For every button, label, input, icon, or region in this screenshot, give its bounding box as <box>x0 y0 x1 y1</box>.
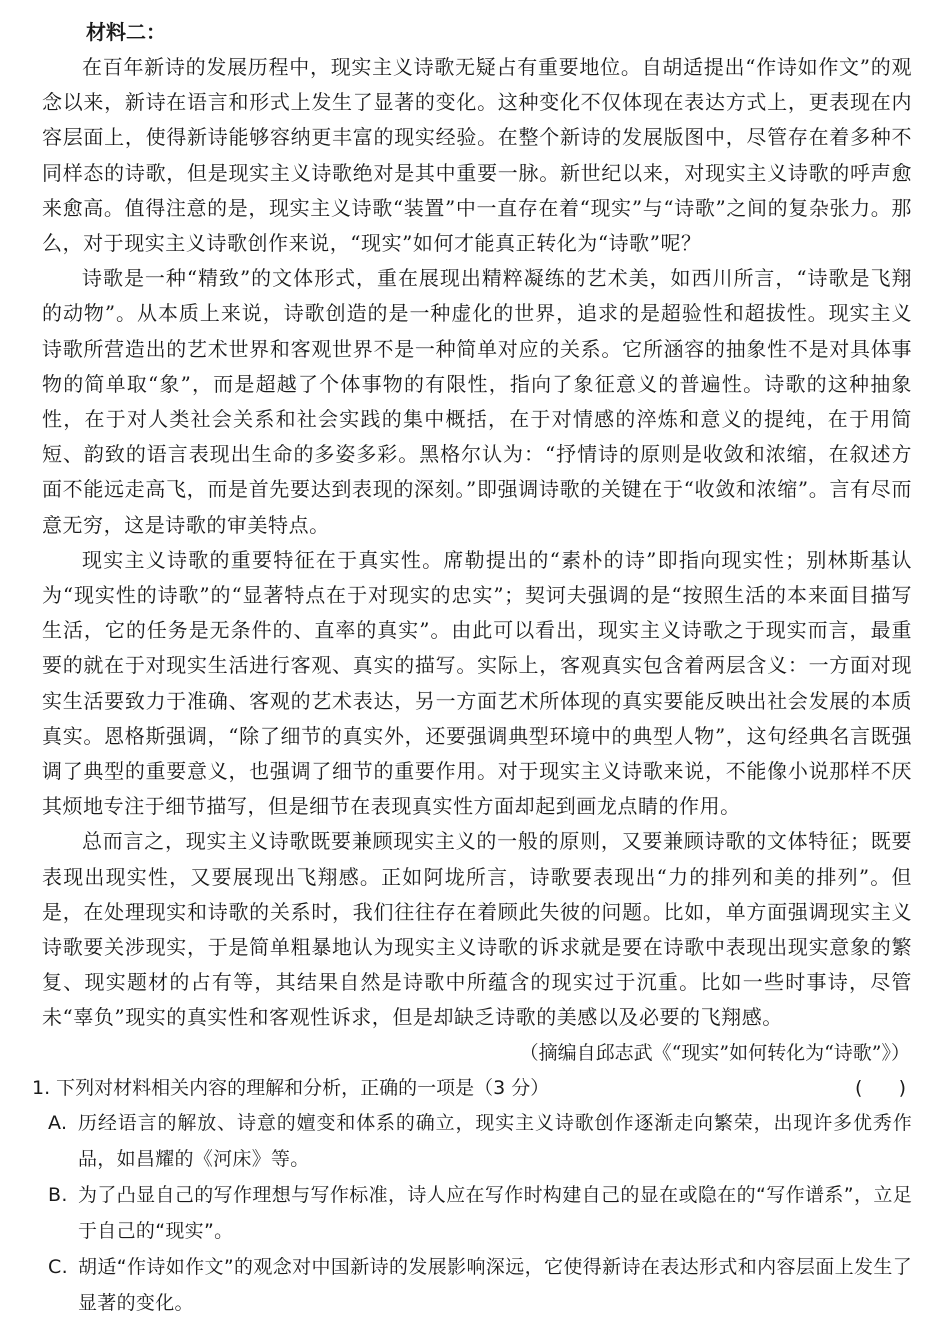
option-c <box>48 1249 912 1321</box>
question-stem <box>32 1071 912 1105</box>
paragraph-3: 现实主义诗歌的重要特征在于真实性。席勒提出的“素朴的诗”即指向现实性；别林斯基认为“现实性的诗歌”的“显著特点在于对现实的忠实”；契诃夫强调的是“按照生活的本来面目描写生活，它的任务是无条件的、直率的真实”。由此可以看出，现实主义诗歌之于现实而言，最重要的就在于对现实生活进行客观、真实的描写。实际上，客观真实包含着两层含义：一方面对现实生活要致力于准确、客观的艺术表达，另一方面艺术所体现的真实要能反映出社会发展的本质真实。恩格斯强调，“除了细节的真实外，还要强调典型环境中的典型人物”，这句经典名言既强调了典型的重要意义，也强调了细节的重要作用。对于现实主义诗歌来说，不能像小说那样不厌其烦地专注于细节描写，但是细节在表现真实性方面却起到画龙点睛的作用。 <box>42 547 912 819</box>
option-text: 胡适“作诗如作文”的观念对中国新诗的发展影响深远，它使得新诗在表达形式和内容层面上发生了显著的变化。 <box>78 1255 912 1314</box>
answer-blank: ( ) <box>854 1076 906 1099</box>
exam-page <box>32 14 912 1321</box>
option-text: 为了凸显自己的写作理想与写作标准，诗人应在写作时构建自己的显在或隐在的“写作谱系”，立足于自己的“现实”。 <box>78 1183 912 1242</box>
option-a <box>48 1105 912 1177</box>
option-letter: C. <box>48 1255 68 1278</box>
material-heading: 材料二： <box>86 20 166 44</box>
option-letter: B. <box>48 1183 68 1206</box>
paragraph-1: 在百年新诗的发展历程中，现实主义诗歌无疑占有重要地位。自胡适提出“作诗如作文”的观念以来，新诗在语言和形式上发生了显著的变化。这种变化不仅体现在表达方式上，更表现在内容层面上，使得新诗能够容纳更丰富的现实经验。在整个新诗的发展版图中，尽管存在着多种不同样态的诗歌，但是现实主义诗歌绝对是其中重要一脉。新世纪以来，对现实主义诗歌的呼声愈来愈高。值得注意的是，现实主义诗歌“装置”中一直存在着“现实”与“诗歌”之间的复杂张力。那么，对于现实主义诗歌创作来说，“现实”如何才能真正转化为“诗歌”呢？ <box>42 55 912 256</box>
paragraph-4: 总而言之，现实主义诗歌既要兼顾现实主义的一般的原则，又要兼顾诗歌的文体特征；既要表现出现实性，又要展现出飞翔感。正如阿垅所言，诗歌要表现出“力的排列和美的排列”。但是，在处理现实和诗歌的关系时，我们往往存在着顾此失彼的问题。比如，单方面强调现实主义诗歌要关涉现实，于是简单粗暴地认为现实主义诗歌的诉求就是要在诗歌中表现出现实意象的繁复、现实题材的占有等，其结果自然是诗歌中所蕴含的现实过于沉重。比如一些时事诗，尽管未“辜负”现实的真实性和客观性诉求，但是却缺乏诗歌的美感以及必要的飞翔感。 <box>42 829 912 1030</box>
paragraph-2: 诗歌是一种“精致”的文体形式，重在展现出精粹凝练的艺术美，如西川所言，“诗歌是飞翔的动物”。从本质上来说，诗歌创造的是一种虚化的世界，追求的是超验性和超拔性。现实主义诗歌所营造出的艺术世界和客观世界不是一种简单对应的关系。它所涵容的抽象性不是对具体事物的简单取“象”，而是超越了个体事物的有限性，指向了象征意义的普遍性。诗歌的这种抽象性，在于对人类社会关系和社会实践的集中概括，在于对情感的淬炼和意义的提纯，在于用简短、韵致的语言表现出生命的多姿多彩。黑格尔认为：“抒情诗的原则是收敛和浓缩，在叙述方面不能远走高飞，而是首先要达到表现的深刻。”即强调诗歌的关键在于“收敛和浓缩”。言有尽而意无穷，这是诗歌的审美特点。 <box>42 266 912 537</box>
option-letter: A. <box>48 1111 68 1134</box>
question-text: 1. 下列对材料相关内容的理解和分析，正确的一项是（3 分） <box>32 1076 550 1099</box>
source-citation: （摘编自邱志武《“现实”如何转化为“诗歌”》） <box>519 1041 910 1064</box>
option-text: 历经语言的解放、诗意的嬗变和体系的确立，现实主义诗歌创作逐渐走向繁荣，出现许多优秀作品，如昌耀的《河床》等。 <box>78 1111 912 1170</box>
option-b <box>48 1177 912 1249</box>
